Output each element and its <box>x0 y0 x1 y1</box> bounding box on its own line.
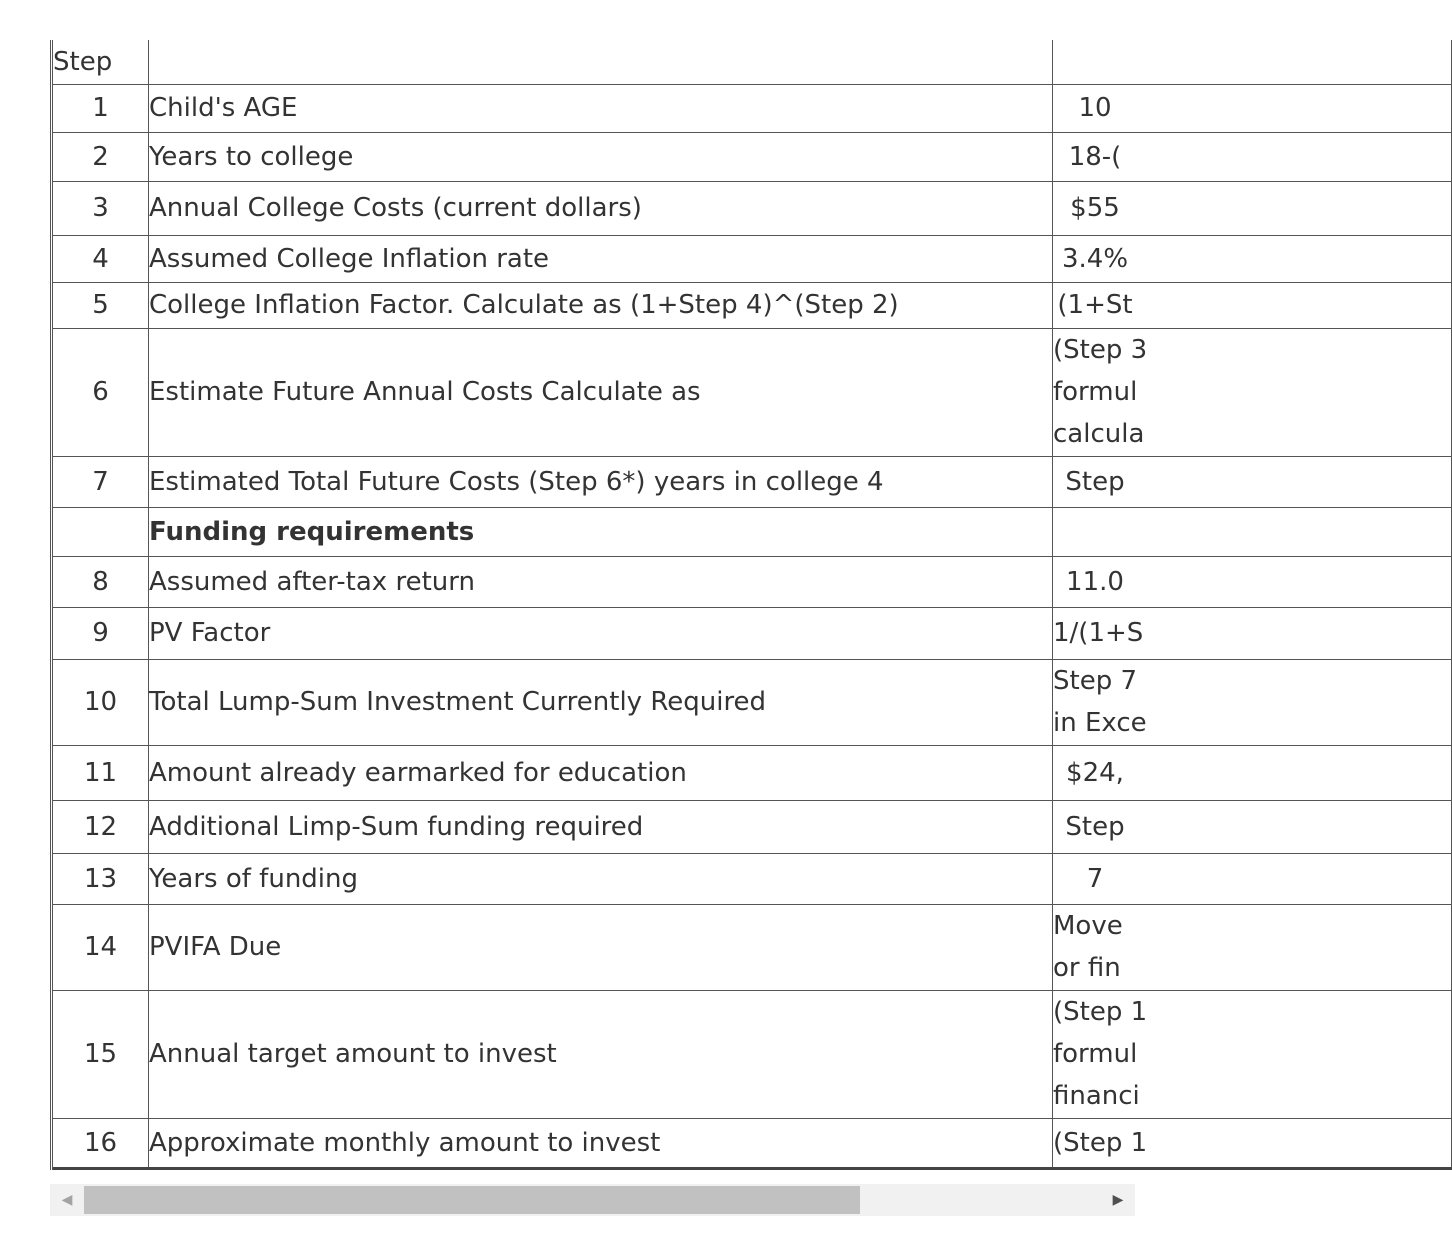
value-cell <box>1053 745 1452 800</box>
value-line: (Step 1 <box>1053 1127 1148 1158</box>
step-number-cell <box>52 507 149 556</box>
table-row <box>52 1118 1452 1168</box>
value-line: 1/(1+S <box>1053 618 1144 648</box>
value-line: calcula <box>1053 419 1145 449</box>
table-row <box>52 456 1452 507</box>
table-row <box>52 132 1452 181</box>
description-cell: College Inflation Factor. Calculate as (1+Step 4)^(Step 2) <box>149 282 1053 328</box>
description-cell: Assumed College Inflation rate <box>149 235 1053 282</box>
table-row <box>52 990 1452 1118</box>
scrollbar-thumb[interactable] <box>84 1186 860 1214</box>
table-row <box>52 800 1452 853</box>
step-number-cell: 12 <box>52 800 149 853</box>
step-number-cell: 5 <box>52 282 149 328</box>
value-line: 11.0 <box>1066 566 1124 597</box>
step-number-cell: 16 <box>52 1118 149 1168</box>
horizontal-scrollbar[interactable] <box>50 1184 1135 1216</box>
table-row <box>52 282 1452 328</box>
value-line: (Step 3 <box>1053 335 1148 365</box>
description-cell: Approximate monthly amount to invest <box>149 1118 1053 1168</box>
value-line: (Step 1 <box>1053 997 1148 1027</box>
value-line: 18-( <box>1068 141 1122 172</box>
description-cell: Estimated Total Future Costs (Step 6*) years in college 4 <box>149 456 1053 507</box>
value-line: Move <box>1053 911 1123 941</box>
value-line: Step <box>1065 811 1125 842</box>
value-line: formul <box>1053 1039 1138 1069</box>
description-cell: Assumed after-tax return <box>149 556 1053 607</box>
description-cell: Years to college <box>149 132 1053 181</box>
table-row <box>52 84 1452 132</box>
value-line: $55 <box>1070 193 1120 223</box>
step-number-cell: 13 <box>52 853 149 904</box>
table-row <box>52 181 1452 235</box>
value-cell <box>1053 456 1452 507</box>
step-column-header: Step <box>52 40 149 84</box>
value-line: Step <box>1065 466 1125 497</box>
value-cell <box>1053 904 1452 990</box>
step-number-cell: 9 <box>52 607 149 659</box>
value-line: 10 <box>1078 93 1112 123</box>
description-cell: Estimate Future Annual Costs Calculate as <box>149 328 1053 456</box>
description-cell: Child's AGE <box>149 84 1053 132</box>
step-number-cell: 1 <box>52 84 149 132</box>
table-row <box>52 745 1452 800</box>
description-cell: Years of funding <box>149 853 1053 904</box>
table-row <box>52 507 1452 556</box>
value-line: in Exce <box>1053 708 1147 738</box>
step-number-cell: 4 <box>52 235 149 282</box>
value-cell <box>1053 132 1452 181</box>
table-row <box>52 328 1452 456</box>
value-cell <box>1053 84 1452 132</box>
value-line: financi <box>1053 1081 1140 1111</box>
description-cell: Amount already earmarked for education <box>149 745 1053 800</box>
college-funding-table <box>50 40 1452 1170</box>
table-row <box>52 235 1452 282</box>
step-number-cell: 6 <box>52 328 149 456</box>
description-cell: PVIFA Due <box>149 904 1053 990</box>
value-line: Step 7 <box>1053 666 1138 696</box>
description-column-header <box>149 40 1053 84</box>
value-cell <box>1053 853 1452 904</box>
value-cell <box>1053 659 1452 745</box>
table-row <box>52 659 1452 745</box>
value-cell <box>1053 990 1452 1118</box>
value-column-header <box>1053 40 1452 84</box>
value-cell <box>1053 556 1452 607</box>
table-row <box>52 607 1452 659</box>
step-number-cell: 11 <box>52 745 149 800</box>
value-cell <box>1053 181 1452 235</box>
scroll-right-arrow-icon[interactable]: ▶ <box>1112 1192 1124 1208</box>
step-number-cell: 8 <box>52 556 149 607</box>
description-cell: Funding requirements <box>149 507 1053 556</box>
value-cell <box>1053 607 1452 659</box>
value-cell <box>1053 507 1452 556</box>
scroll-left-arrow-icon[interactable]: ◀ <box>61 1192 73 1208</box>
value-cell <box>1053 800 1452 853</box>
table-row <box>52 904 1452 990</box>
value-cell <box>1053 282 1452 328</box>
value-cell <box>1053 1118 1452 1168</box>
value-line: formul <box>1053 377 1138 407</box>
description-cell: Annual target amount to invest <box>149 990 1053 1118</box>
value-line: $24, <box>1066 757 1124 788</box>
table-row <box>52 853 1452 904</box>
description-cell: Annual College Costs (current dollars) <box>149 181 1053 235</box>
table-viewport <box>50 40 1148 1168</box>
description-cell: Additional Limp-Sum funding required <box>149 800 1053 853</box>
value-line: 7 <box>1086 863 1104 894</box>
step-number-cell: 2 <box>52 132 149 181</box>
description-cell: Total Lump-Sum Investment Currently Required <box>149 659 1053 745</box>
value-line: or fin <box>1053 953 1121 983</box>
value-line: (1+St <box>1057 290 1133 320</box>
step-number-cell: 14 <box>52 904 149 990</box>
table-header-row <box>52 40 1452 84</box>
description-cell: PV Factor <box>149 607 1053 659</box>
value-line: 3.4% <box>1061 243 1129 274</box>
step-number-cell: 15 <box>52 990 149 1118</box>
step-number-cell: 3 <box>52 181 149 235</box>
table-row <box>52 556 1452 607</box>
value-cell <box>1053 235 1452 282</box>
value-cell <box>1053 328 1452 456</box>
step-number-cell: 10 <box>52 659 149 745</box>
step-number-cell: 7 <box>52 456 149 507</box>
